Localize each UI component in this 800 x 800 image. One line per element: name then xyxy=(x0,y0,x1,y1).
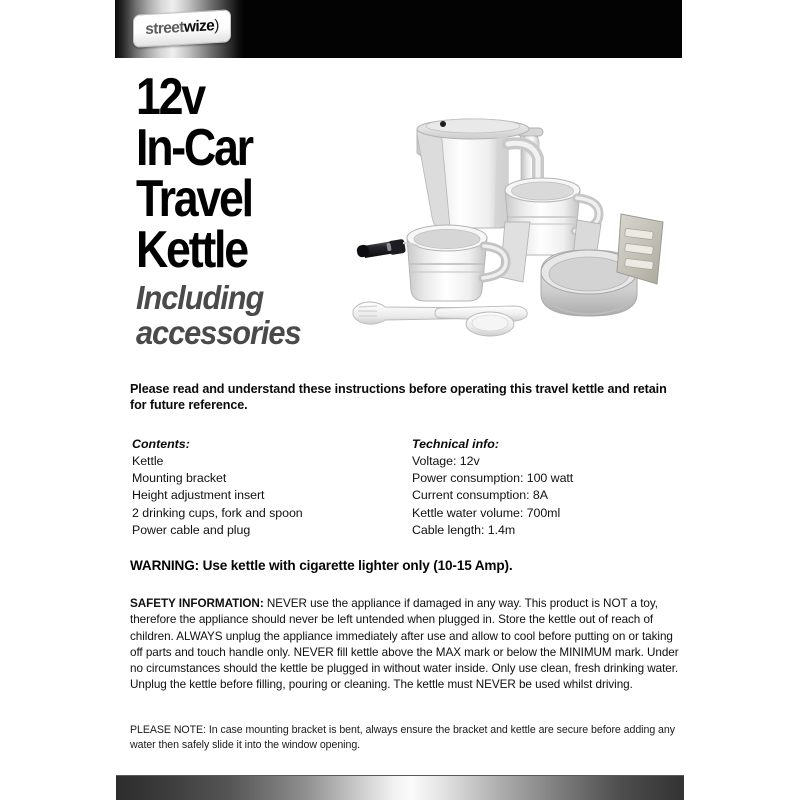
brand-logo-street: street xyxy=(145,18,184,39)
brand-logo-swoosh: ) xyxy=(214,16,219,35)
title-line-kettle: Kettle xyxy=(136,221,247,279)
warning-line: WARNING: Use kettle with cigarette lighter only (10-15 Amp). xyxy=(130,558,513,573)
technical-info-section xyxy=(412,436,677,539)
contents-item: Height adjustment insert xyxy=(132,488,265,503)
contents-item: Kettle xyxy=(132,454,164,468)
cup-front xyxy=(407,225,506,301)
technical-info-heading: Technical info: xyxy=(412,437,499,451)
contents-heading: Contents: xyxy=(132,437,190,451)
technical-info-item: Current consumption: 8A xyxy=(412,488,548,503)
technical-info-item: Kettle water volume: 700ml xyxy=(412,505,561,520)
mounting-bracket xyxy=(617,214,663,284)
subtitle-line-including: Including xyxy=(136,279,264,316)
safety-information-body: NEVER use the appliance if damaged in any way. This product is NOT a toy, therefore the appliance should never be left untended when plugged in. Store the kettle out of reach of children. ALWAYS unplug the appliance immediately after use and allow to cool before putting on or taking off parts and touch handle only. NEVER fill kettle above the MAX mark or below the MINIMUM mark. Under no circumstances should the kettle be plugged in without water inside. Only use clean, fresh drinking water. Unplug the kettle before filling, pouring or cleaning. The kettle must NEVER be used whilst driving. xyxy=(130,597,679,692)
safety-information-label: SAFETY INFORMATION: xyxy=(130,597,264,610)
contents-item: 2 drinking cups, fork and spoon xyxy=(132,505,303,520)
subtitle-line-accessories: accessories xyxy=(136,314,301,351)
page-title xyxy=(136,68,366,351)
title-line-voltage: 12v xyxy=(136,68,204,126)
title-line-incar: In-Car xyxy=(136,119,252,177)
technical-info-item: Cable length: 1.4m xyxy=(412,522,516,537)
product-photo-illustration xyxy=(345,112,680,357)
contents-item: Power cable and plug xyxy=(132,522,251,537)
header-bar xyxy=(115,0,682,58)
intro-paragraph: Please read and understand these instructions before operating this travel kettle and retain for future reference. xyxy=(130,382,667,412)
spoon xyxy=(435,306,527,336)
technical-info-item: Power consumption: 100 watt xyxy=(412,471,574,486)
safety-information-paragraph xyxy=(130,596,682,694)
title-line-travel: Travel xyxy=(136,170,252,228)
brand-logo-wize: wize xyxy=(183,17,215,36)
brand-logo-panel xyxy=(115,0,243,58)
brand-logo-text xyxy=(134,17,230,38)
technical-info-item: Voltage: 12v xyxy=(412,454,480,468)
contents-item: Mounting bracket xyxy=(132,471,227,486)
footer-bar xyxy=(116,775,684,800)
contents-section xyxy=(132,436,397,539)
brand-logo-plate xyxy=(133,9,231,47)
please-note-paragraph: PLEASE NOTE: In case mounting bracket is bent, always ensure the bracket and kettle are secure before adding any water then safely slide it into the window opening. xyxy=(130,724,675,751)
subtitle-group xyxy=(136,280,366,350)
product-photo xyxy=(345,112,680,357)
